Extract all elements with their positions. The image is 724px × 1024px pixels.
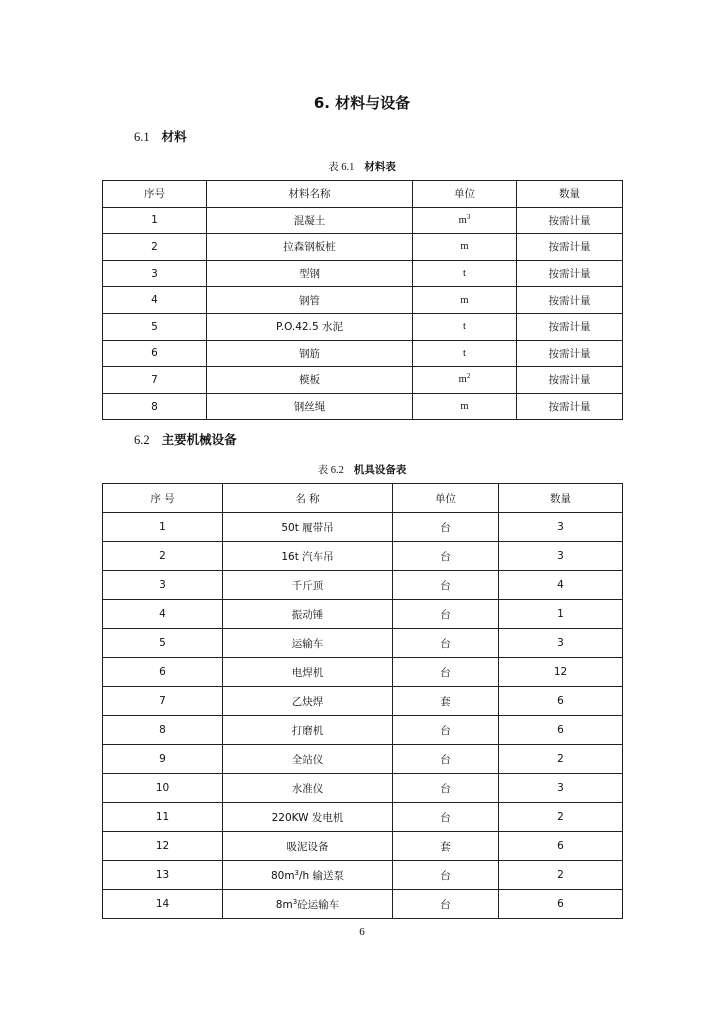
table-row bbox=[103, 207, 623, 234]
row-number-cell: 4 bbox=[103, 600, 223, 629]
unit-cell: 台 bbox=[393, 658, 499, 687]
quantity-cell: 2 bbox=[499, 803, 623, 832]
name-text: 80m bbox=[270, 869, 295, 882]
unit-cell: 台 bbox=[393, 571, 499, 600]
table-row bbox=[103, 313, 623, 340]
name-text: 16t 汽车吊 bbox=[281, 550, 334, 563]
equipment-name-cell bbox=[223, 861, 393, 890]
quantity-cell: 按需计量 bbox=[517, 234, 623, 261]
table-row bbox=[103, 600, 623, 629]
row-number-cell: 1 bbox=[103, 207, 207, 234]
unit-text: m bbox=[458, 374, 467, 386]
equipment-name-cell bbox=[223, 832, 393, 861]
name-text: 打磨机 bbox=[291, 724, 324, 737]
row-number-cell: 1 bbox=[103, 513, 223, 542]
column-header: 序号 bbox=[103, 181, 207, 208]
caption-number: 表 6.2 bbox=[317, 465, 344, 476]
unit-cell bbox=[413, 207, 517, 234]
table-row bbox=[103, 260, 623, 287]
page-title: 6. 材料与设备 bbox=[313, 94, 411, 112]
material-name-cell: 混凝土 bbox=[207, 207, 413, 234]
unit-cell: 台 bbox=[393, 600, 499, 629]
table-row bbox=[103, 393, 623, 420]
table2-caption bbox=[0, 462, 724, 477]
name-text: 8m bbox=[275, 898, 293, 911]
quantity-cell: 3 bbox=[499, 542, 623, 571]
column-header: 数量 bbox=[517, 181, 623, 208]
equipment-name-cell bbox=[223, 600, 393, 629]
section-title: 主要机械设备 bbox=[161, 432, 237, 447]
table-row bbox=[103, 234, 623, 261]
row-number-cell: 5 bbox=[103, 313, 207, 340]
unit-text: m bbox=[458, 214, 467, 226]
caption-number: 表 6.1 bbox=[328, 162, 355, 173]
unit-cell: 台 bbox=[393, 629, 499, 658]
row-number-cell: 3 bbox=[103, 260, 207, 287]
row-number-cell: 8 bbox=[103, 393, 207, 420]
table-row bbox=[103, 571, 623, 600]
quantity-cell: 按需计量 bbox=[517, 367, 623, 394]
column-header: 单位 bbox=[393, 484, 499, 513]
equipment-table bbox=[102, 483, 623, 919]
table-row bbox=[103, 367, 623, 394]
quantity-cell: 按需计量 bbox=[517, 207, 623, 234]
table-row bbox=[103, 803, 623, 832]
equipment-name-cell bbox=[223, 716, 393, 745]
unit-cell bbox=[413, 393, 517, 420]
name-text: 千斤顶 bbox=[291, 579, 324, 592]
row-number-cell: 7 bbox=[103, 367, 207, 394]
equipment-name-cell bbox=[223, 658, 393, 687]
row-number-cell: 6 bbox=[103, 658, 223, 687]
unit-cell bbox=[413, 287, 517, 314]
section-heading-materials bbox=[134, 127, 187, 145]
row-number-cell: 10 bbox=[103, 774, 223, 803]
page-number: 6 bbox=[359, 926, 365, 938]
quantity-cell: 6 bbox=[499, 716, 623, 745]
unit-cell: 台 bbox=[393, 716, 499, 745]
name-text: 220KW 发电机 bbox=[271, 811, 344, 824]
name-text: /h 输送泵 bbox=[299, 869, 345, 882]
caption-title: 机具设备表 bbox=[353, 464, 407, 476]
table-row bbox=[103, 861, 623, 890]
material-name-cell: 拉森钢板桩 bbox=[207, 234, 413, 261]
unit-cell bbox=[413, 340, 517, 367]
name-text: 砼运输车 bbox=[297, 898, 340, 911]
quantity-cell: 6 bbox=[499, 687, 623, 716]
name-text: 水准仪 bbox=[291, 782, 324, 795]
row-number-cell: 8 bbox=[103, 716, 223, 745]
unit-cell: 套 bbox=[393, 687, 499, 716]
row-number-cell: 14 bbox=[103, 890, 223, 919]
table-header-row bbox=[103, 484, 623, 513]
row-number-cell: 4 bbox=[103, 287, 207, 314]
equipment-name-cell bbox=[223, 629, 393, 658]
section-title: 材料 bbox=[161, 129, 187, 144]
row-number-cell: 11 bbox=[103, 803, 223, 832]
superscript: 3 bbox=[292, 897, 298, 906]
quantity-cell: 按需计量 bbox=[517, 260, 623, 287]
material-name-cell: P.O.42.5 水泥 bbox=[207, 313, 413, 340]
quantity-cell: 3 bbox=[499, 629, 623, 658]
name-text: 全站仪 bbox=[291, 753, 324, 766]
quantity-cell: 12 bbox=[499, 658, 623, 687]
unit-cell bbox=[413, 234, 517, 261]
unit-cell: 台 bbox=[393, 890, 499, 919]
table-row bbox=[103, 658, 623, 687]
unit-cell: 台 bbox=[393, 861, 499, 890]
unit-text: t bbox=[463, 268, 466, 280]
table-row bbox=[103, 542, 623, 571]
row-number-cell: 2 bbox=[103, 542, 223, 571]
quantity-cell: 6 bbox=[499, 832, 623, 861]
row-number-cell: 12 bbox=[103, 832, 223, 861]
unit-cell: 台 bbox=[393, 542, 499, 571]
quantity-cell: 6 bbox=[499, 890, 623, 919]
superscript: 3 bbox=[466, 212, 471, 221]
superscript: 2 bbox=[466, 372, 471, 381]
unit-text: t bbox=[463, 321, 466, 333]
unit-cell: 台 bbox=[393, 513, 499, 542]
unit-cell bbox=[413, 260, 517, 287]
row-number-cell: 13 bbox=[103, 861, 223, 890]
unit-text: t bbox=[463, 347, 466, 359]
table-row bbox=[103, 745, 623, 774]
equipment-name-cell bbox=[223, 803, 393, 832]
material-name-cell: 钢筋 bbox=[207, 340, 413, 367]
section-heading-equipment bbox=[134, 430, 237, 448]
unit-cell: 台 bbox=[393, 745, 499, 774]
quantity-cell: 按需计量 bbox=[517, 340, 623, 367]
unit-text: m bbox=[460, 241, 469, 253]
quantity-cell: 3 bbox=[499, 513, 623, 542]
name-text: 乙炔焊 bbox=[291, 695, 324, 708]
table-row bbox=[103, 716, 623, 745]
table-row bbox=[103, 890, 623, 919]
row-number-cell: 5 bbox=[103, 629, 223, 658]
row-number-cell: 9 bbox=[103, 745, 223, 774]
column-header: 序 号 bbox=[103, 484, 223, 513]
quantity-cell: 按需计量 bbox=[517, 393, 623, 420]
unit-cell: 套 bbox=[393, 832, 499, 861]
name-text: 运输车 bbox=[291, 637, 324, 650]
unit-cell: 台 bbox=[393, 803, 499, 832]
unit-cell bbox=[413, 367, 517, 394]
table1-caption bbox=[0, 159, 724, 174]
equipment-name-cell bbox=[223, 571, 393, 600]
unit-text: m bbox=[460, 401, 469, 413]
name-text: 电焊机 bbox=[291, 666, 324, 679]
equipment-name-cell bbox=[223, 890, 393, 919]
equipment-name-cell bbox=[223, 745, 393, 774]
unit-cell bbox=[413, 313, 517, 340]
table-row bbox=[103, 774, 623, 803]
column-header: 材料名称 bbox=[207, 181, 413, 208]
unit-cell: 台 bbox=[393, 774, 499, 803]
table-row bbox=[103, 629, 623, 658]
name-text: 50t 履带吊 bbox=[281, 521, 334, 534]
material-name-cell: 模板 bbox=[207, 367, 413, 394]
row-number-cell: 3 bbox=[103, 571, 223, 600]
quantity-cell: 按需计量 bbox=[517, 287, 623, 314]
row-number-cell: 6 bbox=[103, 340, 207, 367]
row-number-cell: 7 bbox=[103, 687, 223, 716]
equipment-name-cell bbox=[223, 687, 393, 716]
table-row bbox=[103, 687, 623, 716]
quantity-cell: 4 bbox=[499, 571, 623, 600]
materials-table bbox=[102, 180, 623, 420]
column-header: 单位 bbox=[413, 181, 517, 208]
material-name-cell: 钢管 bbox=[207, 287, 413, 314]
material-name-cell: 钢丝绳 bbox=[207, 393, 413, 420]
table-row bbox=[103, 832, 623, 861]
equipment-name-cell bbox=[223, 774, 393, 803]
quantity-cell: 按需计量 bbox=[517, 313, 623, 340]
table-row bbox=[103, 340, 623, 367]
quantity-cell: 2 bbox=[499, 861, 623, 890]
table-row bbox=[103, 287, 623, 314]
name-text: 振动锤 bbox=[291, 608, 324, 621]
unit-text: m bbox=[460, 294, 469, 306]
column-header: 名 称 bbox=[223, 484, 393, 513]
quantity-cell: 1 bbox=[499, 600, 623, 629]
row-number-cell: 2 bbox=[103, 234, 207, 261]
column-header: 数量 bbox=[499, 484, 623, 513]
material-name-cell: 型钢 bbox=[207, 260, 413, 287]
quantity-cell: 3 bbox=[499, 774, 623, 803]
superscript: 3 bbox=[294, 868, 300, 877]
section-number: 6.2 bbox=[134, 433, 150, 447]
equipment-name-cell bbox=[223, 542, 393, 571]
table-header-row bbox=[103, 181, 623, 208]
table-row bbox=[103, 513, 623, 542]
caption-title: 材料表 bbox=[364, 161, 396, 173]
section-number: 6.1 bbox=[134, 130, 150, 144]
equipment-name-cell bbox=[223, 513, 393, 542]
quantity-cell: 2 bbox=[499, 745, 623, 774]
name-text: 吸泥设备 bbox=[286, 840, 329, 853]
